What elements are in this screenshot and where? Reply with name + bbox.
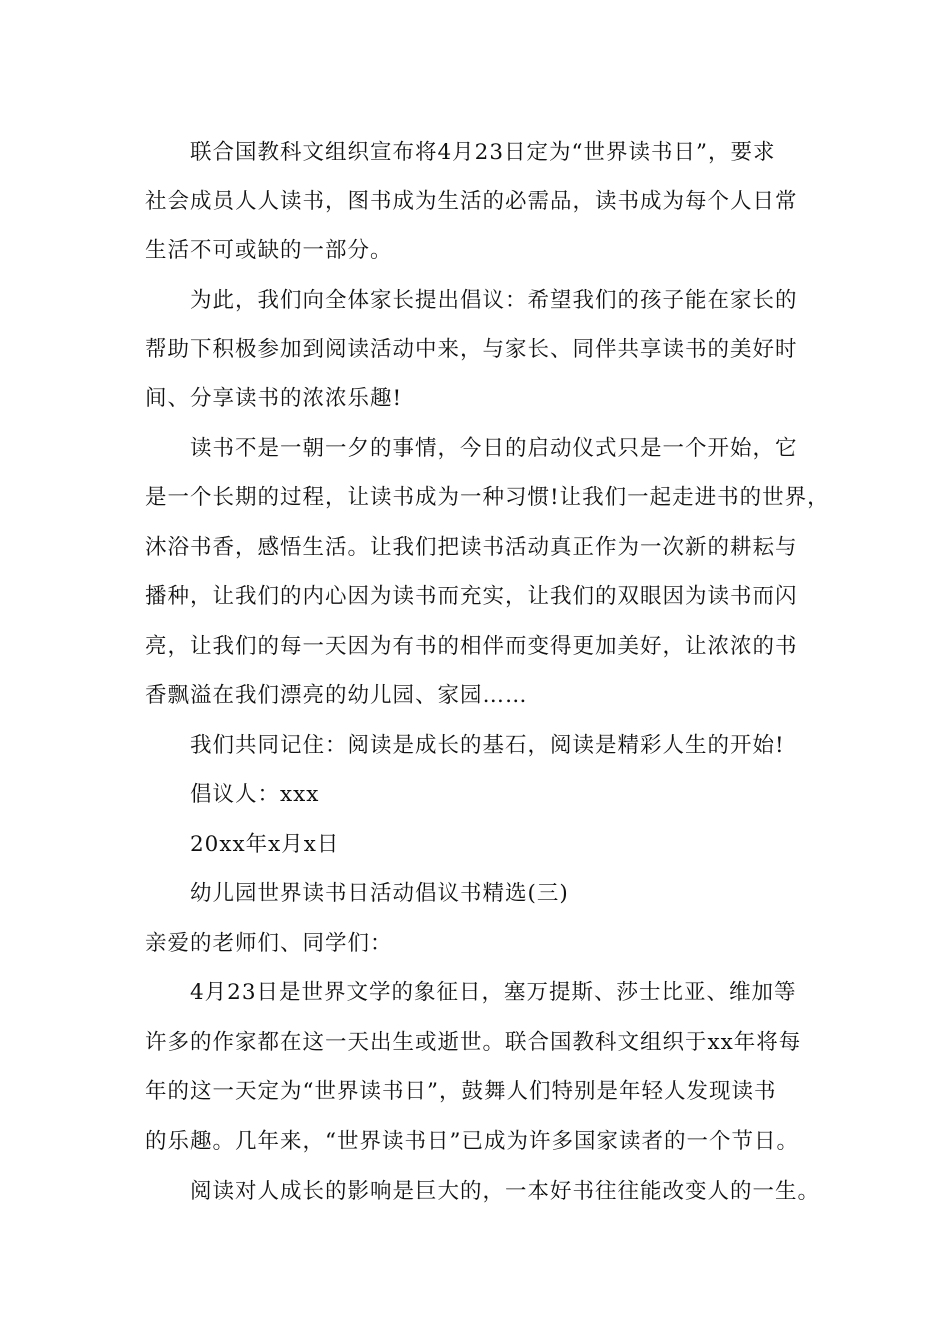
paragraph-line: 社会成员人人读书，图书成为生活的必需品，读书成为每个人日常	[145, 189, 798, 214]
paragraph-line: 联合国教科文组织宣布将4月23日定为“世界读书日”，要求	[190, 140, 776, 165]
paragraph-line: 亮，让我们的每一天因为有书的相伴而变得更加美好，让浓浓的书	[145, 634, 798, 659]
paragraph-line: 播种，让我们的内心因为读书而充实，让我们的双眼因为读书而闪	[145, 584, 798, 609]
paragraph-line: 生活不可或缺的一部分。	[145, 238, 393, 263]
paragraph-line: 香飘溢在我们漂亮的幼儿园、家园……	[145, 683, 528, 708]
paragraph-line: 间、分享读书的浓浓乐趣!	[145, 386, 403, 411]
paragraph-line: 我们共同记住：阅读是成长的基石，阅读是精彩人生的开始!	[190, 733, 785, 758]
paragraph-line: 的乐趣。几年来，“世界读书日”已成为许多国家读者的一个节日。	[145, 1129, 799, 1154]
paragraph-line: 许多的作家都在这一天出生或逝世。联合国教科文组织于xx年将每	[145, 1030, 802, 1055]
paragraph-line: 是一个长期的过程，让读书成为一种习惯!让我们一起走进书的世界，	[145, 485, 830, 510]
section-title: 幼儿园世界读书日活动倡议书精选(三)	[190, 881, 569, 906]
paragraph-line: 为此，我们向全体家长提出倡议：希望我们的孩子能在家长的	[190, 288, 798, 313]
paragraph-line: 阅读对人成长的影响是巨大的，一本好书往往能改变人的一生。	[190, 1179, 821, 1204]
signature-line: 倡议人：xxx	[190, 782, 320, 807]
salutation-line: 亲爱的老师们、同学们：	[145, 931, 393, 956]
paragraph-line: 年的这一天定为“世界读书日”，鼓舞人们特别是年轻人发现读书	[145, 1079, 777, 1104]
paragraph-line: 4月23日是世界文学的象征日，塞万提斯、莎士比亚、维加等	[190, 980, 797, 1005]
paragraph-line: 沐浴书香，感悟生活。让我们把读书活动真正作为一次新的耕耘与	[145, 535, 798, 560]
paragraph-line: 读书不是一朝一夕的事情，今日的启动仪式只是一个开始，它	[190, 436, 798, 461]
paragraph-line: 帮助下积极参加到阅读活动中来，与家长、同伴共享读书的美好时	[145, 337, 798, 362]
date-line: 20xx年x月x日	[190, 832, 340, 857]
